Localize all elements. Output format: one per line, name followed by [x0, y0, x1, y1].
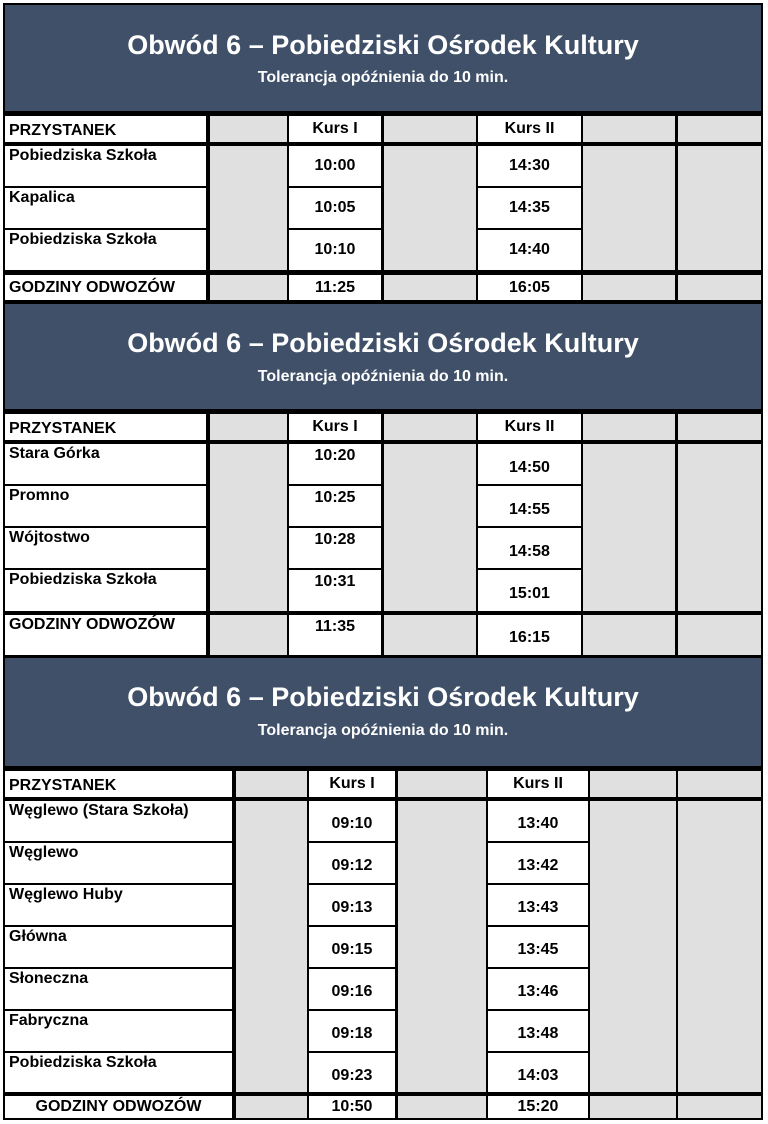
empty-footer-cell [384, 275, 476, 300]
kurs-1-time: 09:18 [309, 1011, 395, 1051]
kurs-2-time: 14:30 [478, 146, 581, 186]
kurs-1-time: 10:10 [289, 230, 381, 270]
section-subtitle: Tolerancja opóźnienia do 10 min. [257, 722, 509, 739]
return-time-kurs-1: 11:35 [289, 615, 381, 655]
kurs-1-time: 09:23 [309, 1053, 395, 1092]
kurs-1-header: Kurs I [289, 116, 381, 142]
stop-name: Kapalica [5, 188, 206, 228]
empty-header-cell [210, 414, 287, 440]
kurs-2-time: 14:03 [488, 1053, 588, 1092]
empty-footer-cell [398, 1096, 486, 1118]
empty-header-cell [583, 414, 675, 440]
return-times-label: GODZINY ODWOZÓW [5, 615, 206, 655]
kurs-2-time: 14:50 [478, 444, 581, 484]
empty-header-cell [236, 771, 307, 797]
stop-name: Pobiedziska Szkoła [5, 1053, 232, 1092]
kurs-1-time: 09:15 [309, 927, 395, 967]
section-header [5, 5, 761, 111]
stop-name: Fabryczna [5, 1011, 232, 1051]
kurs-2-header: Kurs II [478, 414, 581, 440]
stop-name: Wójtostwo [5, 528, 206, 568]
section-title: Obwód 6 – Pobiedziski Ośrodek Kultury [127, 30, 639, 60]
empty-column [210, 146, 287, 270]
kurs-1-time: 10:28 [289, 528, 381, 568]
empty-column [583, 146, 675, 270]
timetable-frame [3, 3, 763, 1120]
kurs-2-header: Kurs II [478, 116, 581, 142]
section-header [5, 304, 761, 409]
return-time-kurs-1: 10:50 [309, 1096, 395, 1118]
empty-column [210, 444, 287, 611]
kurs-1-time: 10:20 [289, 444, 381, 484]
empty-footer-cell [678, 275, 761, 300]
stop-name: Węglewo Huby [5, 885, 232, 925]
section-subtitle: Tolerancja opóźnienia do 10 min. [257, 69, 509, 86]
empty-column [678, 146, 761, 270]
empty-header-cell [384, 116, 476, 142]
kurs-1-header: Kurs I [309, 771, 395, 797]
kurs-1-time: 09:16 [309, 969, 395, 1009]
empty-footer-cell [210, 275, 287, 300]
return-times-label: GODZINY ODWOZÓW [5, 275, 206, 300]
return-times-label: GODZINY ODWOZÓW [5, 1096, 232, 1118]
kurs-1-time: 09:13 [309, 885, 395, 925]
return-time-kurs-2: 16:15 [478, 615, 581, 655]
empty-footer-cell [583, 615, 675, 655]
section-subtitle: Tolerancja opóźnienia do 10 min. [257, 368, 509, 385]
empty-header-cell [384, 414, 476, 440]
kurs-1-time: 10:05 [289, 188, 381, 228]
stop-name: Słoneczna [5, 969, 232, 1009]
return-time-kurs-2: 15:20 [488, 1096, 588, 1118]
timetable-section-1 [5, 5, 761, 302]
empty-footer-cell [583, 275, 675, 300]
kurs-2-time: 13:45 [488, 927, 588, 967]
stop-name: Węglewo (Stara Szkoła) [5, 801, 232, 841]
empty-header-cell [398, 771, 486, 797]
stop-name: Pobiedziska Szkoła [5, 230, 206, 270]
section-title: Obwód 6 – Pobiedziski Ośrodek Kultury [127, 682, 639, 712]
stop-name: Stara Górka [5, 444, 206, 484]
section-title: Obwód 6 – Pobiedziski Ośrodek Kultury [127, 328, 639, 358]
kurs-2-time: 13:46 [488, 969, 588, 1009]
kurs-1-header: Kurs I [289, 414, 381, 440]
empty-footer-cell [236, 1096, 307, 1118]
empty-column [384, 146, 476, 270]
kurs-1-time: 10:00 [289, 146, 381, 186]
kurs-2-time: 14:58 [478, 528, 581, 568]
return-time-kurs-1: 11:25 [289, 275, 381, 300]
stop-name: Pobiedziska Szkoła [5, 146, 206, 186]
empty-column [236, 801, 307, 1092]
kurs-2-header: Kurs II [488, 771, 588, 797]
empty-footer-cell [678, 1096, 761, 1118]
kurs-2-time: 13:43 [488, 885, 588, 925]
empty-column [398, 801, 486, 1092]
kurs-2-time: 14:55 [478, 486, 581, 526]
empty-column [678, 444, 761, 611]
empty-header-cell [678, 771, 761, 797]
kurs-2-time: 13:48 [488, 1011, 588, 1051]
stop-column-header: PRZYSTANEK [5, 771, 232, 797]
empty-column [384, 444, 476, 611]
empty-header-cell [210, 116, 287, 142]
stop-name: Węglewo [5, 843, 232, 883]
kurs-1-time: 09:12 [309, 843, 395, 883]
empty-footer-cell [210, 615, 287, 655]
timetable-section-3 [5, 658, 761, 1118]
kurs-1-time: 10:25 [289, 486, 381, 526]
section-header [5, 658, 761, 766]
empty-header-cell [678, 414, 761, 440]
kurs-2-time: 14:40 [478, 230, 581, 270]
empty-footer-cell [590, 1096, 676, 1118]
empty-header-cell [590, 771, 676, 797]
empty-column [590, 801, 676, 1092]
empty-footer-cell [384, 615, 476, 655]
timetable-section-2 [5, 304, 761, 656]
empty-footer-cell [678, 615, 761, 655]
kurs-2-time: 13:42 [488, 843, 588, 883]
stop-column-header: PRZYSTANEK [5, 414, 206, 440]
kurs-2-time: 15:01 [478, 570, 581, 611]
stop-column-header: PRZYSTANEK [5, 116, 206, 142]
empty-header-cell [678, 116, 761, 142]
empty-column [583, 444, 675, 611]
kurs-1-time: 10:31 [289, 570, 381, 611]
empty-header-cell [583, 116, 675, 142]
empty-column [678, 801, 761, 1092]
kurs-1-time: 09:10 [309, 801, 395, 841]
stop-name: Pobiedziska Szkoła [5, 570, 206, 611]
stop-name: Główna [5, 927, 232, 967]
kurs-2-time: 14:35 [478, 188, 581, 228]
stop-name: Promno [5, 486, 206, 526]
kurs-2-time: 13:40 [488, 801, 588, 841]
return-time-kurs-2: 16:05 [478, 275, 581, 300]
